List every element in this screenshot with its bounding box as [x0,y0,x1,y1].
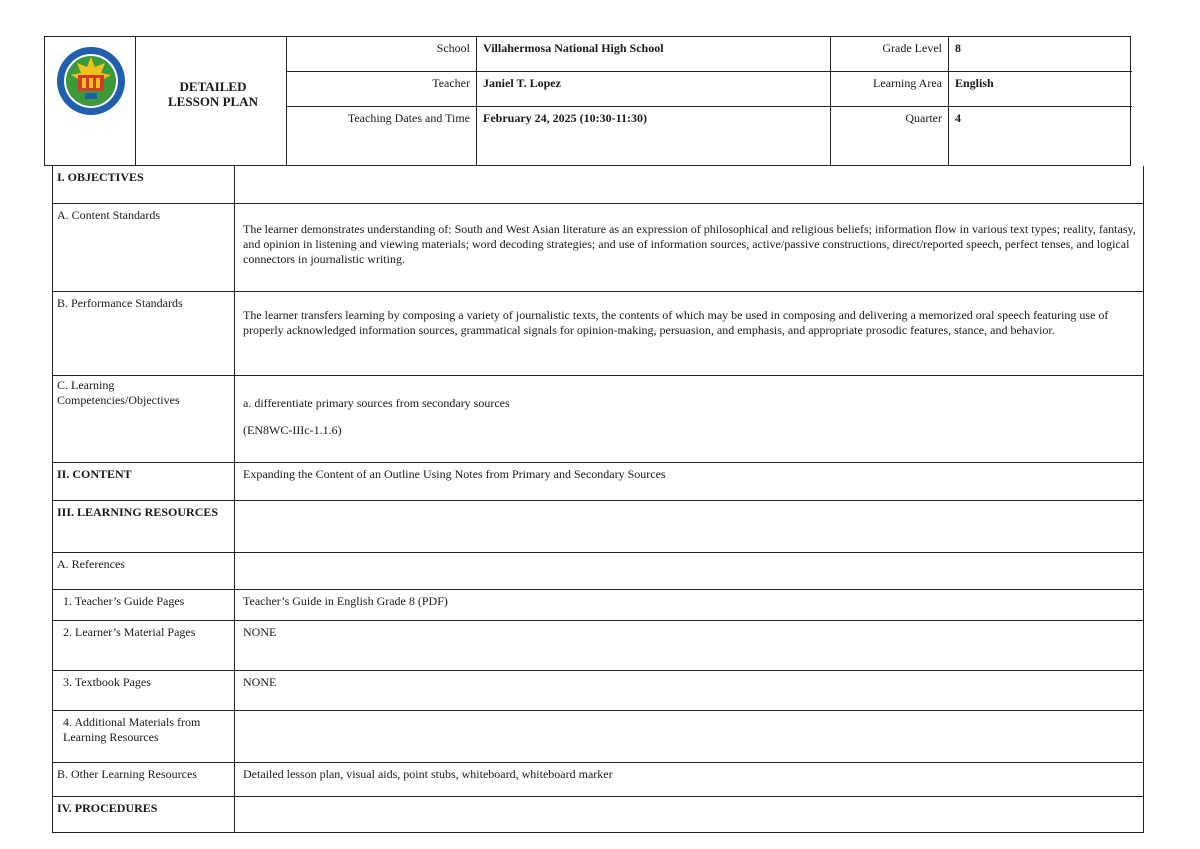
additional-materials-row [53,710,1143,762]
grade-level-label: Grade Level [882,41,942,55]
other-resources-heading: B. Other Learning Resources [53,763,235,796]
performance-standards-row [53,291,1143,375]
content-text: Expanding the Content of an Outline Using Notes from Primary and Secondary Sources [243,467,666,481]
quarter-value: 4 [955,111,961,125]
content-standards-row [53,203,1143,291]
teachers-guide-row [53,589,1143,620]
other-resources-row [53,762,1143,796]
competencies-heading: C. Learning Competencies/Objectives [53,376,235,462]
grade-level-value: 8 [955,41,961,55]
quarter-label: Quarter [905,111,942,125]
additional-materials-heading: 4. Additional Materials from Learning Resources [53,711,235,762]
textbook-content: NONE [243,675,277,689]
other-resources-content: Detailed lesson plan, visual aids, point stubs, whiteboard, whiteboard marker [243,767,613,781]
procedures-content [236,797,1143,833]
competency-code: (EN8WC-IIIc-1.1.6) [243,423,342,437]
objectives-heading: I. OBJECTIVES [53,166,235,203]
learning-resources-content [236,501,1143,552]
school-value: Villahermosa National High School [483,41,664,55]
references-content [236,553,1143,589]
teachers-guide-content: Teacher’s Guide in English Grade 8 (PDF) [243,594,448,608]
content-standards-heading: A. Content Standards [53,204,235,291]
dates-label: Teaching Dates and Time [347,111,470,125]
objectives-row [53,166,1143,203]
school-seal-logo [55,45,127,117]
procedures-row [53,796,1143,833]
header-table [44,36,1131,166]
content-heading: II. CONTENT [53,463,235,500]
competency-objective: a. differentiate primary sources from secondary sources [243,396,510,410]
competencies-row [53,375,1143,462]
textbook-row [53,670,1143,710]
teacher-label: Teacher [432,76,470,90]
references-row [53,552,1143,589]
content-standards-text: The learner demonstrates understanding of: South and West Asian literature as an expression of philosophical and religious beliefs; information flow in various text types; reality, fantasy, and opinion in listening and viewing materials; word decoding strategies; and use of information sources, active/passive constructions, direct/reported speech, perfect tenses, and logical connectors in journalistic writing. [243,222,1136,266]
teacher-value: Janiel T. Lopez [483,76,561,90]
content-row [53,462,1143,500]
performance-standards-text: The learner transfers learning by composing a variety of journalistic texts, the contents of which may be used in composing and delivering a memorized oral speech featuring use of properly acknowledged information sources, grammatical signals for opinion-making, persuasion, and emphasis, and appropriate prosodic features, stance, and behavior. [243,308,1109,337]
document-title: DETAILED LESSON PLAN [168,79,258,109]
dates-value: February 24, 2025 (10:30-11:30) [483,111,647,125]
learners-material-row [53,620,1143,670]
procedures-heading: IV. PROCEDURES [53,797,235,833]
additional-materials-content [236,711,1143,762]
competencies-content [236,376,1143,462]
performance-standards-heading: B. Performance Standards [53,292,235,375]
learning-resources-heading: III. LEARNING RESOURCES [53,501,235,552]
learning-area-label: Learning Area [873,76,942,90]
learners-material-heading: 2. Learner’s Material Pages [53,621,235,670]
learning-area-value: English [955,76,994,90]
teachers-guide-heading: 1. Teacher’s Guide Pages [53,590,235,620]
references-heading: A. References [53,553,235,589]
learners-material-content: NONE [243,625,277,639]
learning-resources-row [53,500,1143,552]
textbook-heading: 3. Textbook Pages [53,671,235,710]
lesson-plan-table [52,166,1144,833]
school-label: School [436,41,470,55]
objectives-content [236,166,1143,203]
